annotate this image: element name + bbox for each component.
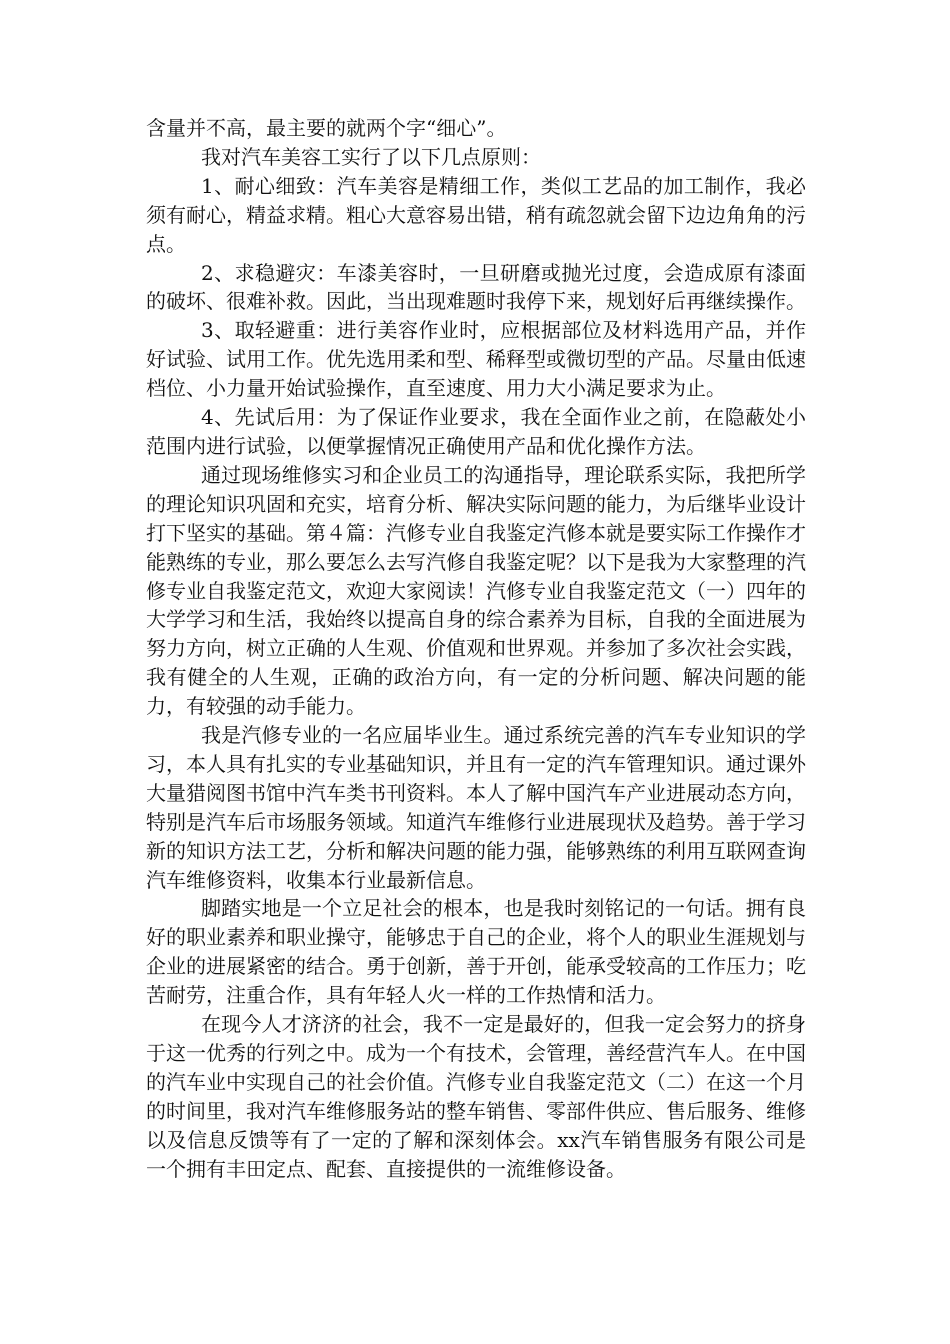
paragraph-internship-summary: 通过现场维修实习和企业员工的沟通指导，理论联系实际，我把所学的理论知识巩固和充实，培育分析、解决实际问题的能力，为后继毕业设计打下坚实的基础。第４篇：汽修专业自我鉴定汽修本就是要实际工作操作才能熟练的专业，那么要怎么去写汽修自我鉴定呢？以下是我为大家整理的汽修专业自我鉴定范文，欢迎大家阅读！汽修专业自我鉴定范文（一）四年的大学学习和生活，我始终以提高自身的综合素养为目标，自我的全面进展为努力方向，树立正确的人生观、价值观和世界观。并参加了多次社会实践，我有健全的人生观，正确的政治方向，有一定的分析问题、解决问题的能力，有较强的动手能力。 [146, 462, 806, 719]
paragraph-continuation: 含量并不高，最主要的就两个字“细心”。 [146, 116, 507, 140]
paragraph-principle-1: 1、耐心细致：汽车美容是精细工作，类似工艺品的加工制作，我必须有耐心，精益求精。粗心大意容易出错，稍有疏忽就会留下边边角角的污点。 [146, 173, 806, 256]
paragraph-principle-3: 3、取轻避重：进行美容作业时，应根据部位及材料选用产品，并作好试验、试用工作。优先选用柔和型、稀释型或微切型的产品。尽量由低速档位、小力量开始试验操作，直至速度、用力大小满足要求为止。 [146, 318, 806, 401]
paragraph-professional-attitude: 脚踏实地是一个立足社会的根本，也是我时刻铭记的一句话。拥有良好的职业素养和职业操守，能够忠于自己的企业，将个人的职业生涯规划与企业的进展紧密的结合。勇于创新，善于开创，能承受较高的工作压力；吃苦耐劳，注重合作，具有年轻人火一样的工作热情和活力。 [146, 896, 806, 1008]
document-body [146, 114, 806, 1184]
paragraph-closing: 在现今人才济济的社会，我不一定是最好的，但我一定会努力的挤身于这一优秀的行列之中。成为一个有技术，会管理，善经营汽车人。在中国的汽车业中实现自己的社会价值。汽修专业自我鉴定范文（二）在这一个月的时间里，我对汽车维修服务站的整车销售、零部件供应、售后服务、维修以及信息反馈等有了一定的了解和深刻体会。xx汽车销售服务有限公司是一个拥有丰田定点、配套、直接提供的一流维修设备。 [146, 1012, 806, 1181]
paragraph-principle-4: 4、先试后用：为了保证作业要求，我在全面作业之前，在隐蔽处小范围内进行试验，以便掌握情况正确使用产品和优化操作方法。 [146, 405, 806, 458]
paragraph-principles-intro: 我对汽车美容工实行了以下几点原则： [201, 144, 541, 169]
paragraph-principle-2: 2、求稳避灾：车漆美容时，一旦研磨或抛光过度，会造成原有漆面的破坏、很难补救。因此，当出现难题时我停下来，规划好后再继续操作。 [146, 260, 806, 314]
paragraph-graduate-intro: 我是汽修专业的一名应届毕业生。通过系统完善的汽车专业知识的学习，本人具有扎实的专业基础知识，并且有一定的汽车管理知识。通过课外大量猎阅图书馆中汽车类书刊资料。本人了解中国汽车产业进展动态方向，特别是汽车后市场服务领域。知道汽车维修行业进展现状及趋势。善于学习新的知识方法工艺，分析和解决问题的能力强，能够熟练的利用互联网查询汽车维修资料，收集本行业最新信息。 [146, 723, 806, 892]
